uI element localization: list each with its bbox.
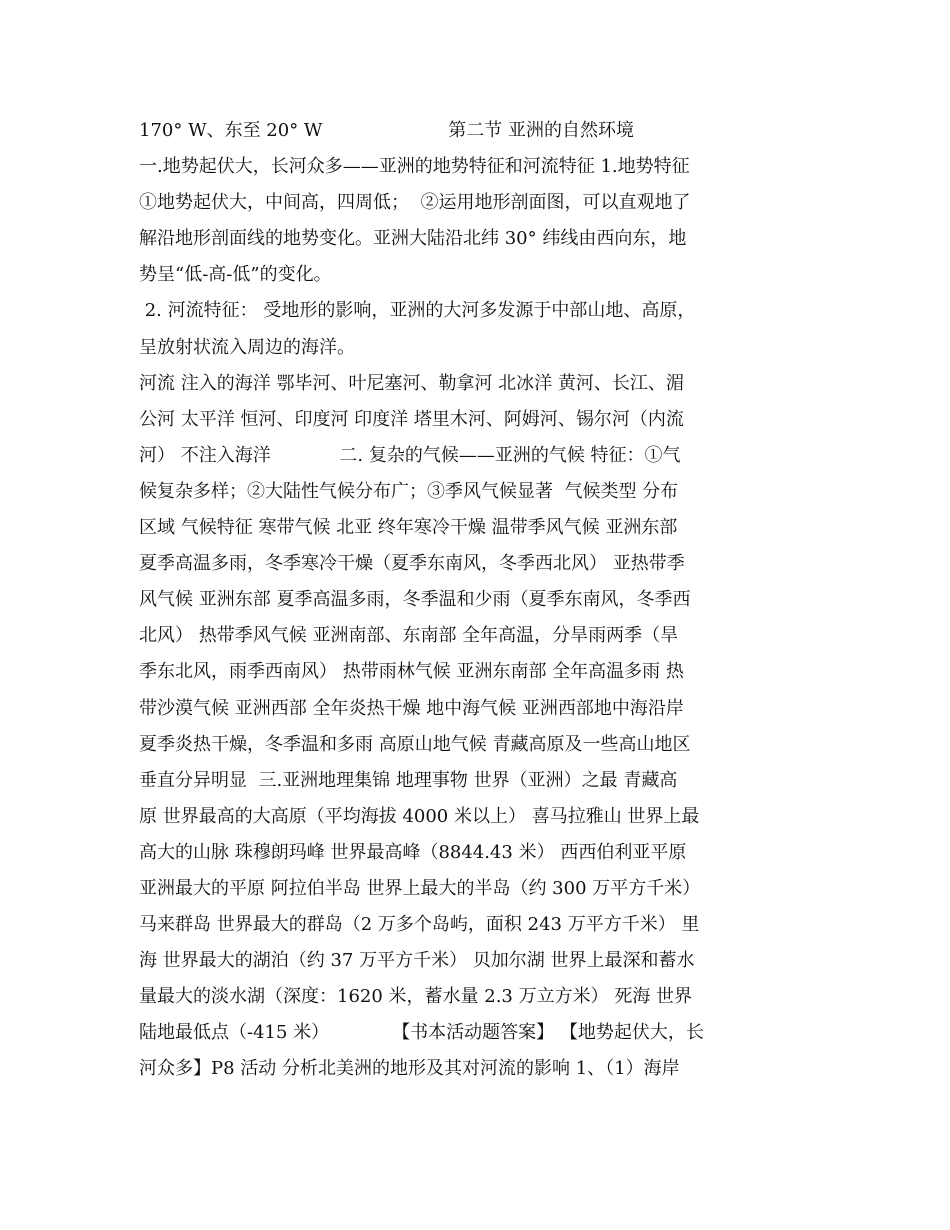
text-line-5: 势呈“低-高-低”的变化。: [139, 264, 332, 286]
text-line-19: 垂直分异明显 三.亚洲地理集锦 地理事物 世界（亚洲）之最 青藏高: [139, 769, 678, 791]
text-line-2: 一.地势起伏大，长河众多——亚洲的地势特征和河流特征 1.地势特征: [139, 156, 690, 178]
text-line-25: 量最大的淡水湖（深度：1620 米，蓄水量 2.3 万立方米） 死海 世界: [139, 986, 693, 1008]
text-line-21: 高大的山脉 珠穆朗玛峰 世界最高峰（8844.43 米） 西西伯利亚平原: [139, 841, 687, 863]
text-line-9: 公河 太平洋 恒河、印度河 印度洋 塔里木河、阿姆河、锡尔河（内流: [139, 408, 684, 430]
text-line-13: 夏季高温多雨，冬季寒冷干燥（夏季东南风，冬季西北风） 亚热带季: [139, 553, 685, 575]
text-line-16: 季东北风，雨季西南风） 热带雨林气候 亚洲东南部 全年高温多雨 热: [139, 661, 684, 683]
text-line-18: 夏季炎热干燥，冬季温和多雨 高原山地气候 青藏高原及一些高山地区: [139, 733, 691, 755]
text-line-11: 候复杂多样；②大陆性气候分布广；③季风气候显著 气候类型 分布: [139, 480, 679, 502]
text-line-26: 陆地最低点（-415 米） 【书本活动题答案】 【地势起伏大，长: [139, 1022, 704, 1044]
text-line-14: 风气候 亚洲东部 夏季高温多雨，冬季温和少雨（夏季东南风，冬季西: [139, 589, 691, 611]
text-line-22: 亚洲最大的平原 阿拉伯半岛 世界上最大的半岛（约 300 万平方千米）: [139, 877, 701, 899]
text-line-27: 河众多】P8 活动 分析北美洲的地形及其对河流的影响 1、（1）海岸: [139, 1058, 680, 1080]
text-line-20: 原 世界最高的大高原（平均海拔 4000 米以上） 喜马拉雅山 世界上最: [139, 805, 700, 827]
text-line-17: 带沙漠气候 亚洲西部 全年炎热干燥 地中海气候 亚洲西部地中海沿岸: [139, 697, 684, 719]
text-line-12: 区域 气候特征 寒带气候 北亚 终年寒冷干燥 温带季风气候 亚洲东部: [139, 517, 678, 539]
text-line-4: 解沿地形剖面线的地势变化。亚洲大陆沿北纬 30° 纬线由西向东，地: [139, 228, 687, 250]
text-line-15: 北风） 热带季风气候 亚洲南部、东南部 全年高温，分旱雨两季（旱: [139, 625, 679, 647]
body-text: [139, 113, 829, 1088]
text-line-7: 呈放射状流入周边的海洋。: [139, 336, 355, 358]
text-line-3: ①地势起伏大，中间高，四周低； ②运用地形剖面图，可以直观地了: [139, 192, 691, 214]
text-line-10: 河） 不注入海洋 二. 复杂的气候——亚洲的气候 特征：①气: [139, 444, 681, 466]
text-line-23: 马来群岛 世界最大的群岛（2 万多个岛屿，面积 243 万平方千米） 里: [139, 914, 700, 936]
text-line-1: 170° W、东至 20° W 第二节 亚洲的自然环境: [139, 120, 635, 141]
text-line-24: 海 世界最大的湖泊（约 37 万平方千米） 贝加尔湖 世界上最深和蓄水: [139, 950, 695, 972]
text-line-6: 2. 河流特征： 受地形的影响，亚洲的大河多发源于中部山地、高原，: [139, 300, 696, 322]
text-line-8: 河流 注入的海洋 鄂毕河、叶尼塞河、勒拿河 北冰洋 黄河、长江、湄: [139, 372, 684, 394]
